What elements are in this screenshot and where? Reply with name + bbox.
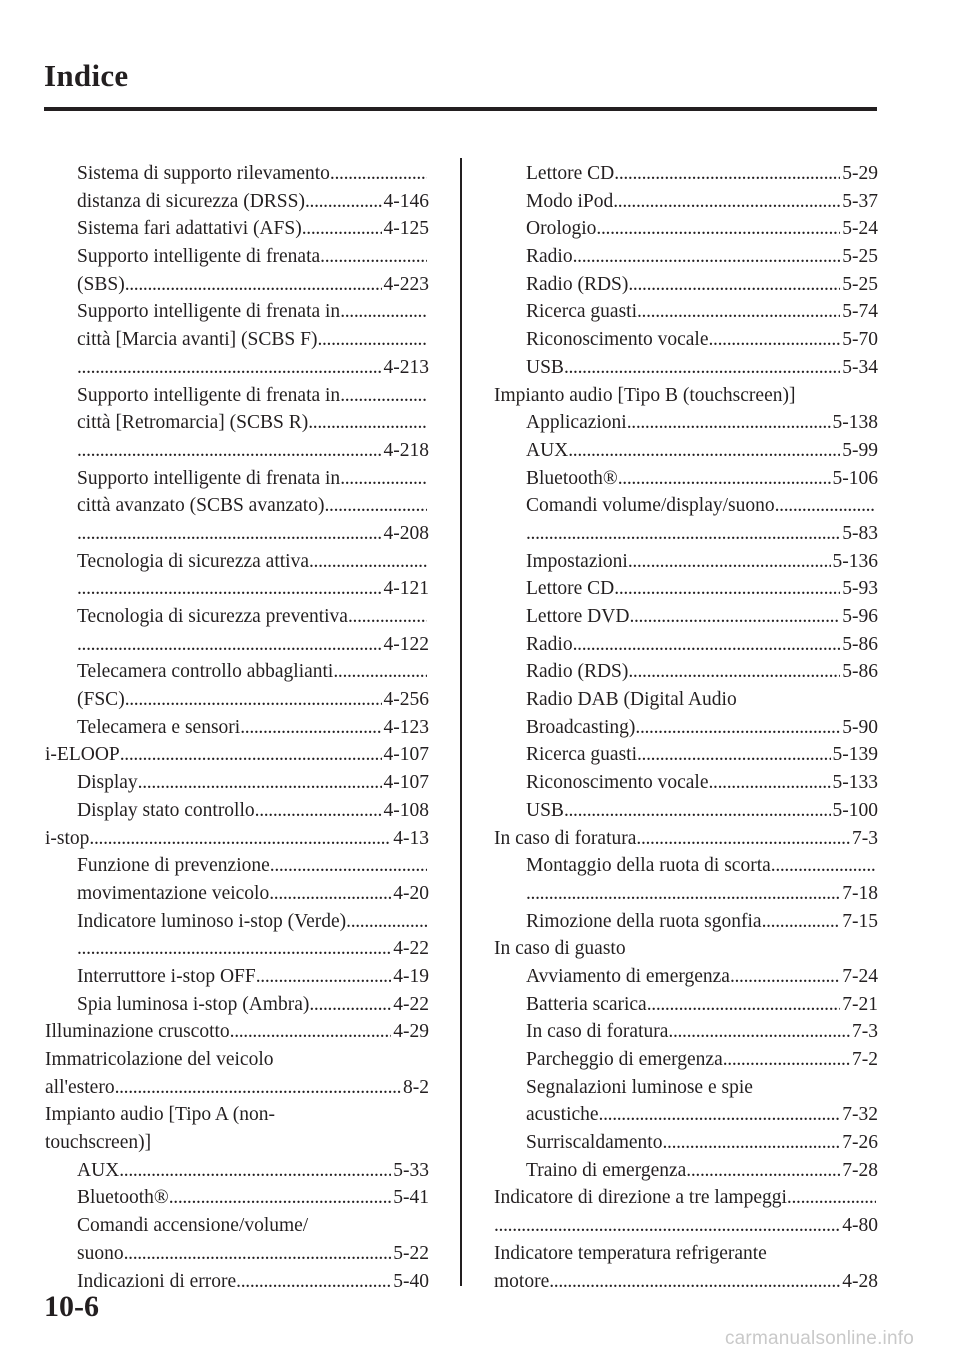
- index-entry: [45, 658, 429, 686]
- index-entry-page: 7-26: [842, 1132, 878, 1154]
- index-entry-text: Lettore CD: [526, 578, 615, 600]
- dot-leader: [115, 1074, 401, 1102]
- index-entry-text: Segnalazioni luminose e spie: [526, 1076, 753, 1098]
- page-number: 10-6: [44, 1290, 99, 1323]
- dot-leader: [333, 658, 427, 686]
- index-entry: [494, 1046, 878, 1074]
- index-entry-text: suono: [77, 1242, 124, 1264]
- index-entry: [494, 520, 878, 548]
- index-entry: [494, 1157, 878, 1185]
- index-entry-text: Interruttore i-stop OFF: [77, 965, 256, 987]
- index-entry: [494, 548, 878, 576]
- index-entry: [494, 991, 878, 1019]
- index-entry: [45, 1129, 429, 1157]
- index-entry-text: movimentazione veicolo: [77, 882, 270, 904]
- index-entry-page: 5-37: [842, 190, 878, 212]
- index-entry-text: (SBS): [77, 273, 125, 295]
- index-entry-text: Supporto intelligente di frenata in: [77, 384, 341, 406]
- index-entry-text: Radio (RDS): [526, 661, 629, 683]
- index-entry: [494, 631, 878, 659]
- index-entry-text: i-stop: [45, 827, 90, 849]
- dot-leader: [308, 409, 427, 437]
- dot-leader: [317, 326, 427, 354]
- dot-leader: [636, 825, 850, 853]
- index-entry: [494, 658, 878, 686]
- index-entry-text: Radio DAB (Digital Audio: [526, 689, 737, 711]
- index-entry-text: AUX: [526, 439, 569, 461]
- index-entry-page: 4-13: [393, 827, 429, 849]
- dot-leader: [627, 409, 831, 437]
- dot-leader: [309, 991, 391, 1019]
- dot-leader: [637, 741, 831, 769]
- dot-leader: [709, 326, 841, 354]
- index-entry: [494, 1074, 878, 1102]
- index-entry: [45, 409, 429, 437]
- index-entry: [494, 271, 878, 299]
- index-entry: [494, 686, 878, 714]
- dot-leader: [125, 686, 382, 714]
- dot-leader: [775, 492, 876, 520]
- index-entry-page: 4-20: [393, 882, 429, 904]
- index-entry: [45, 714, 429, 742]
- index-entry: [45, 825, 429, 853]
- index-entry-page: 4-29: [393, 1021, 429, 1043]
- index-entry: [494, 825, 878, 853]
- index-entry: [494, 382, 878, 410]
- dot-leader: [120, 741, 382, 769]
- index-entry-page: 5-24: [842, 218, 878, 240]
- index-entry: [494, 437, 878, 465]
- index-entry-page: 4-122: [383, 633, 429, 655]
- dot-leader: [89, 825, 391, 853]
- index-entry-page: 7-32: [842, 1104, 878, 1126]
- dot-leader: [119, 1157, 391, 1185]
- index-entry-text: Illuminazione cruscotto: [45, 1021, 230, 1043]
- index-entry-text: Spia luminosa i-stop (Ambra): [77, 993, 310, 1015]
- index-entry: [494, 1101, 878, 1129]
- index-entry-text: Riconoscimento vocale: [526, 772, 709, 794]
- index-entry-page: 5-29: [842, 163, 878, 184]
- index-entry-text: Indicatore di direzione a tre lampeggi: [494, 1187, 787, 1209]
- index-entry: [494, 160, 878, 188]
- index-entry: [45, 797, 429, 825]
- index-entry-text: Avviamento di emergenza: [526, 965, 730, 987]
- index-entry: [494, 492, 878, 520]
- dot-leader: [340, 465, 427, 493]
- column-divider: [460, 158, 462, 1286]
- index-entry-text: distanza di sicurezza (DRSS): [77, 190, 305, 212]
- index-entry: [45, 908, 429, 936]
- index-entry: [494, 326, 878, 354]
- dot-leader: [596, 215, 840, 243]
- index-entry: [45, 243, 429, 271]
- index-entry: [45, 1074, 429, 1102]
- index-entry: [494, 1184, 878, 1212]
- dot-leader: [169, 1184, 392, 1212]
- index-entry: [45, 465, 429, 493]
- dot-leader: [686, 1157, 840, 1185]
- index-entry-text: Impianto audio [Tipo A (non-: [45, 1104, 276, 1126]
- index-entry: [494, 1018, 878, 1046]
- index-entry-page: 4-213: [383, 356, 429, 378]
- dot-leader: [230, 1018, 392, 1046]
- index-entry-page: 5-139: [832, 744, 878, 766]
- index-entry: [45, 326, 429, 354]
- dot-leader: [77, 631, 382, 659]
- index-column-left: [45, 160, 429, 1295]
- index-entry-text: Bluetooth®: [526, 467, 618, 489]
- index-entry-text: AUX: [77, 1159, 120, 1181]
- index-entry: [45, 741, 429, 769]
- index-entry-text: Broadcasting): [526, 716, 636, 738]
- index-entry-page: 5-138: [832, 412, 878, 434]
- dot-leader: [568, 437, 840, 465]
- index-entry-page: 7-28: [842, 1159, 878, 1181]
- index-entry: [494, 1129, 878, 1157]
- index-entry-page: 4-256: [383, 689, 429, 711]
- index-entry-page: 7-21: [842, 993, 878, 1015]
- index-entry: [45, 160, 429, 188]
- index-entry: [494, 880, 878, 908]
- index-entry: [494, 935, 878, 963]
- index-entry: [45, 1212, 429, 1240]
- dot-leader: [269, 880, 391, 908]
- index-entry-text: Surriscaldamento: [526, 1132, 663, 1154]
- index-entry-text: i-ELOOP: [45, 744, 120, 766]
- index-entry-text: Supporto intelligente di frenata in: [77, 301, 341, 323]
- dot-leader: [668, 1018, 850, 1046]
- index-entry-text: Applicazioni: [526, 412, 627, 434]
- index-entry-text: Tecnologia di sicurezza attiva: [77, 550, 309, 572]
- index-entry-page: 5-133: [832, 772, 878, 794]
- dot-leader: [77, 437, 382, 465]
- index-entry: [45, 575, 429, 603]
- dot-leader: [255, 797, 382, 825]
- index-entry: [45, 437, 429, 465]
- index-entry-text: Riconoscimento vocale: [526, 329, 709, 351]
- index-entry: [494, 465, 878, 493]
- index-entry-page: 5-86: [842, 661, 878, 683]
- index-entry-text: Tecnologia di sicurezza preventiva: [77, 606, 348, 627]
- index-entry: [45, 991, 429, 1019]
- index-entry: [45, 215, 429, 243]
- index-entry: [45, 382, 429, 410]
- dot-leader: [324, 492, 427, 520]
- index-entry: [494, 963, 878, 991]
- dot-leader: [125, 271, 382, 299]
- index-entry-page: 4-123: [383, 716, 429, 738]
- dot-leader: [662, 1129, 840, 1157]
- dot-leader: [614, 575, 840, 603]
- index-entry-text: Lettore CD: [526, 163, 615, 184]
- dot-leader: [787, 1184, 876, 1212]
- index-entry-text: (FSC): [77, 689, 125, 711]
- index-entry: [494, 575, 878, 603]
- index-entry: [494, 1268, 878, 1296]
- index-entry-page: 4-19: [393, 965, 429, 987]
- index-entry-text: Impostazioni: [526, 550, 628, 572]
- index-entry-page: 5-34: [842, 356, 878, 378]
- dot-leader: [270, 852, 427, 880]
- dot-leader: [637, 298, 840, 326]
- index-entry-page: 4-223: [383, 273, 429, 295]
- index-entry-page: 5-40: [393, 1270, 429, 1292]
- index-entry-text: touchscreen)]: [45, 1132, 152, 1154]
- index-entry-page: 4-107: [383, 772, 429, 794]
- dot-leader: [309, 548, 427, 576]
- index-entry-text: Comandi volume/display/suono: [526, 495, 775, 517]
- index-entry-page: 4-22: [393, 938, 429, 960]
- index-entry-text: Rimozione della ruota sgonfia: [526, 910, 762, 932]
- index-entry: [494, 714, 878, 742]
- index-entry-text: città [Marcia avanti] (SCBS F): [77, 329, 318, 351]
- index-entry-text: Indicatore luminoso i-stop (Verde): [77, 910, 347, 932]
- index-entry: [45, 852, 429, 880]
- index-entry-page: 7-3: [852, 827, 878, 849]
- dot-leader: [573, 243, 841, 271]
- index-entry: [45, 492, 429, 520]
- index-entry: [494, 603, 878, 631]
- index-entry-text: Comandi accensione/volume/: [77, 1215, 309, 1237]
- dot-leader: [77, 935, 391, 963]
- dot-leader: [647, 991, 841, 1019]
- index-entry-page: 5-100: [832, 799, 878, 821]
- dot-leader: [614, 160, 840, 188]
- index-entry-page: 5-99: [842, 439, 878, 461]
- index-entry-text: Batteria scarica: [526, 993, 647, 1015]
- dot-leader: [771, 852, 876, 880]
- index-entry: [45, 769, 429, 797]
- index-entry-page: 5-106: [832, 467, 878, 489]
- index-entry: [494, 769, 878, 797]
- index-entry-page: 4-208: [383, 522, 429, 544]
- index-entry-page: 4-22: [393, 993, 429, 1015]
- index-entry-text: Radio (RDS): [526, 273, 629, 295]
- dot-leader: [77, 520, 382, 548]
- index-entry: [494, 1212, 878, 1240]
- index-entry: [494, 852, 878, 880]
- dot-leader: [628, 548, 831, 576]
- index-entry-page: 5-93: [842, 578, 878, 600]
- dot-leader: [628, 658, 840, 686]
- dot-leader: [305, 188, 382, 216]
- index-entry-page: 4-125: [383, 218, 429, 240]
- index-entry: [494, 797, 878, 825]
- index-entry: [45, 1268, 429, 1296]
- dot-leader: [346, 908, 427, 936]
- index-entry-text: Funzione di prevenzione: [77, 855, 270, 877]
- dot-leader: [618, 465, 831, 493]
- dot-leader: [302, 215, 382, 243]
- index-entry-text: Telecamera e sensori: [77, 716, 241, 738]
- index-entry: [45, 935, 429, 963]
- index-entry-page: 4-107: [383, 744, 429, 766]
- index-entry-page: 4-80: [842, 1215, 878, 1237]
- dot-leader: [628, 271, 840, 299]
- index-entry: [45, 354, 429, 382]
- index-entry-text: Orologio: [526, 218, 597, 240]
- index-entry: [494, 908, 878, 936]
- index-entry-text: In caso di guasto: [494, 938, 626, 960]
- index-entry: [45, 1101, 429, 1129]
- dot-leader: [730, 963, 840, 991]
- index-entry-text: Display stato controllo: [77, 799, 255, 821]
- index-entry-text: città avanzato (SCBS avanzato): [77, 495, 325, 517]
- index-entry-text: Sistema di supporto rilevamento: [77, 163, 330, 184]
- index-entry-text: Parcheggio di emergenza: [526, 1049, 723, 1070]
- index-entry-text: Telecamera controllo abbaglianti: [77, 661, 334, 683]
- index-entry: [494, 409, 878, 437]
- dot-leader: [549, 1268, 840, 1296]
- index-entry: [45, 686, 429, 714]
- dot-leader: [564, 797, 831, 825]
- index-entry-text: USB: [526, 799, 564, 821]
- dot-leader: [723, 1046, 850, 1074]
- index-entry-text: Indicazioni di errore: [77, 1270, 237, 1292]
- index-entry: [494, 215, 878, 243]
- index-entry: [45, 1240, 429, 1268]
- index-entry: [45, 1157, 429, 1185]
- index-entry: [494, 1240, 878, 1268]
- index-entry: [45, 271, 429, 299]
- index-entry-page: 4-146: [383, 190, 429, 212]
- dot-leader: [236, 1268, 391, 1296]
- index-entry-text: Ricerca guasti: [526, 744, 637, 766]
- dot-leader: [613, 188, 840, 216]
- dot-leader: [348, 603, 427, 631]
- index-entry-page: 7-3: [852, 1021, 878, 1043]
- dot-leader: [340, 298, 427, 326]
- index-entry: [45, 631, 429, 659]
- index-entry-page: 5-74: [842, 301, 878, 323]
- dot-leader: [77, 575, 382, 603]
- index-entry-page: 8-2: [403, 1076, 429, 1098]
- index-entry-page: 4-218: [383, 439, 429, 461]
- index-entry: [45, 1046, 429, 1074]
- dot-leader: [629, 603, 840, 631]
- index-entry: [45, 520, 429, 548]
- dot-leader: [526, 880, 840, 908]
- index-entry-text: Sistema fari adattativi (AFS): [77, 218, 302, 240]
- index-entry-page: 5-22: [393, 1242, 429, 1264]
- dot-leader: [635, 714, 840, 742]
- index-entry: [45, 1018, 429, 1046]
- index-entry-text: Display: [77, 772, 138, 794]
- index-entry: [45, 963, 429, 991]
- index-entry-text: acustiche: [526, 1104, 599, 1126]
- index-entry-text: Montaggio della ruota di scorta: [526, 855, 771, 877]
- index-entry: [45, 548, 429, 576]
- index-entry-page: 5-70: [842, 329, 878, 351]
- index-entry-text: Immatricolazione del veicolo: [45, 1049, 274, 1070]
- index-entry: [494, 741, 878, 769]
- header-rule: [44, 107, 877, 111]
- index-entry-page: 5-25: [842, 273, 878, 295]
- dot-leader: [599, 1101, 841, 1129]
- index-entry-page: 4-28: [842, 1270, 878, 1292]
- dot-leader: [762, 908, 841, 936]
- index-entry: [494, 298, 878, 326]
- index-entry-page: 5-33: [393, 1159, 429, 1181]
- index-entry-text: Supporto intelligente di frenata in: [77, 467, 341, 489]
- index-entry-page: 5-83: [842, 522, 878, 544]
- index-entry-text: In caso di foratura: [494, 827, 637, 849]
- dot-leader: [573, 631, 841, 659]
- index-entry-text: Lettore DVD: [526, 606, 630, 627]
- index-entry: [45, 880, 429, 908]
- index-entry-page: 5-136: [832, 550, 878, 572]
- index-entry-page: 5-90: [842, 716, 878, 738]
- index-entry-text: Indicatore temperatura refrigerante: [494, 1242, 767, 1264]
- index-entry-page: 7-24: [842, 965, 878, 987]
- index-entry-page: 7-18: [842, 882, 878, 904]
- dot-leader: [340, 382, 427, 410]
- index-entry-text: Modo iPod: [526, 190, 614, 212]
- dot-leader: [526, 520, 840, 548]
- dot-leader: [564, 354, 840, 382]
- index-entry-text: all'estero: [45, 1076, 115, 1098]
- index-entry-page: 4-121: [383, 578, 429, 600]
- index-entry-text: In caso di foratura: [526, 1021, 669, 1043]
- dot-leader: [77, 354, 382, 382]
- index-entry: [45, 1184, 429, 1212]
- index-entry-text: USB: [526, 356, 564, 378]
- index-entry: [45, 298, 429, 326]
- index-entry-page: 7-15: [842, 910, 878, 932]
- index-entry-page: 5-86: [842, 633, 878, 655]
- dot-leader: [138, 769, 382, 797]
- index-entry-page: 7-2: [852, 1049, 878, 1070]
- page-title: Indice: [44, 58, 129, 93]
- index-entry-page: 5-25: [842, 246, 878, 268]
- dot-leader: [494, 1212, 840, 1240]
- index-entry: [494, 354, 878, 382]
- watermark-text: carmanualsonline.info: [724, 1328, 914, 1349]
- index-entry-text: Supporto intelligente di frenata: [77, 246, 321, 268]
- dot-leader: [709, 769, 831, 797]
- index-entry-text: motore: [494, 1270, 550, 1292]
- index-entry-page: 4-108: [383, 799, 429, 821]
- index-entry: [45, 188, 429, 216]
- dot-leader: [124, 1240, 392, 1268]
- index-entry-text: Radio: [526, 246, 573, 268]
- index-entry: [494, 188, 878, 216]
- index-entry: [45, 603, 429, 631]
- index-entry-text: Bluetooth®: [77, 1187, 169, 1209]
- dot-leader: [330, 160, 427, 188]
- index-entry-page: 5-41: [393, 1187, 429, 1209]
- index-entry: [494, 243, 878, 271]
- index-entry-text: Traino di emergenza: [526, 1159, 687, 1181]
- index-entry-text: Radio: [526, 633, 573, 655]
- index-entry-text: Impianto audio [Tipo B (touchscreen)]: [494, 384, 796, 406]
- dot-leader: [320, 243, 427, 271]
- index-entry-text: Ricerca guasti: [526, 301, 637, 323]
- dot-leader: [240, 714, 381, 742]
- dot-leader: [256, 963, 392, 991]
- index-entry-page: 5-96: [842, 606, 878, 627]
- index-column-right: [494, 160, 878, 1295]
- index-entry-text: città [Retromarcia] (SCBS R): [77, 412, 309, 434]
